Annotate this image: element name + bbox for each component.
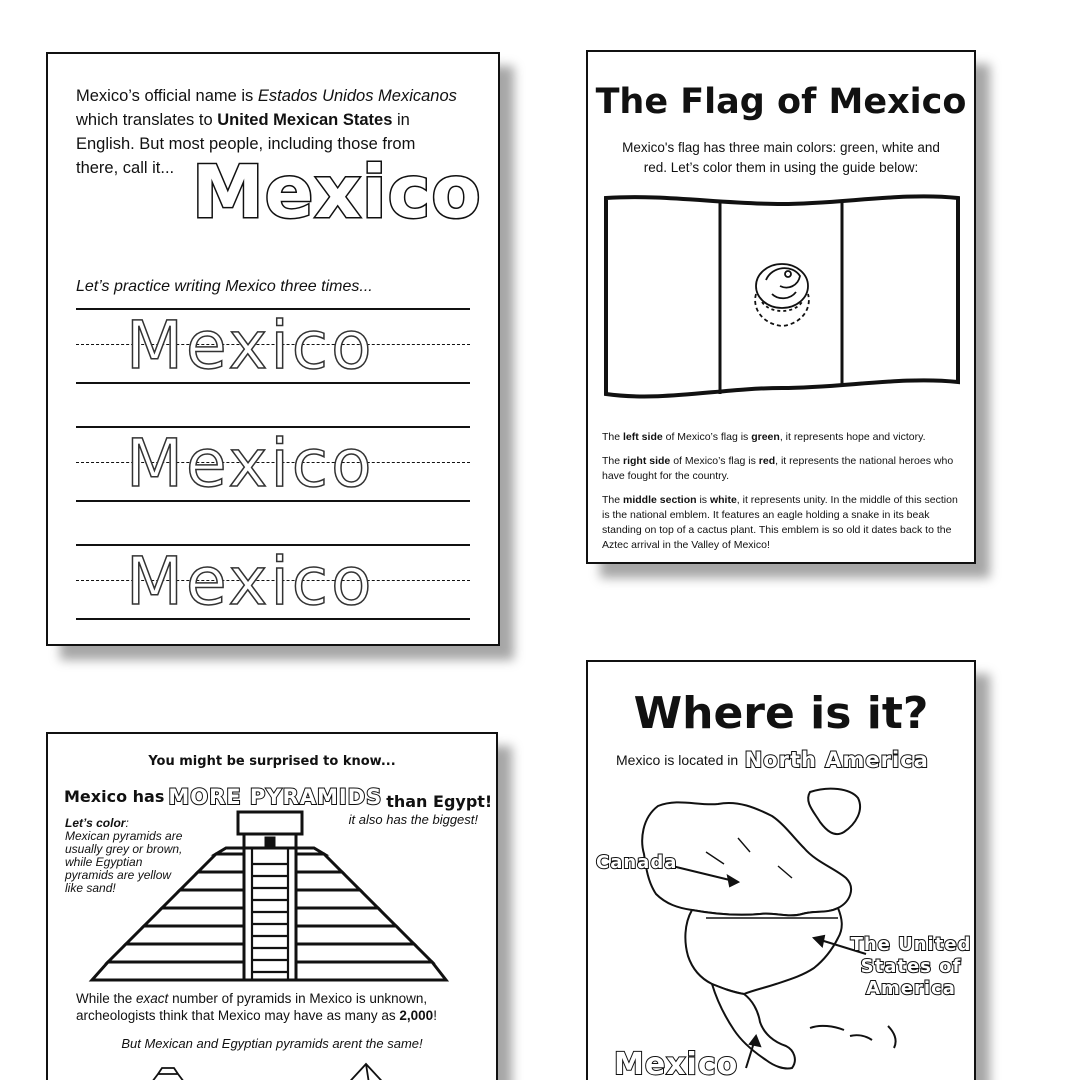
label-canada: Canada (596, 852, 678, 873)
worksheet-official-name (46, 52, 500, 646)
trace-word-3: Mexico (126, 543, 375, 620)
mini-egyptian-pyramid-icon (340, 1062, 392, 1080)
page-title: The Flag of Mexico (595, 82, 967, 122)
page-title-location: Where is it? (633, 688, 929, 739)
greenland-shape (808, 789, 860, 834)
pyramids-headline: Mexico has MORE PYRAMIDS than Egypt! (64, 784, 493, 811)
intro-text-5: there, call it... (76, 159, 175, 177)
practice-instruction: Let’s practice writing Mexico three times... (76, 278, 373, 295)
worksheet-location (586, 660, 976, 1080)
caribbean-islands (810, 1026, 896, 1048)
intro-text-2: which translates to (76, 111, 218, 129)
right-side-description: The right side of Mexico’s flag is red, it represents the national heroes who have fought for the country. (602, 455, 954, 482)
middle-section-description: The middle section is white, it represents unity. In the middle of this section is the national emblem. It features an eagle holding a snake in its beak standing on top of a cactus plant. This emblem is so old it dates back to the Aztec arrival in the Valley of Mexico! (602, 494, 958, 551)
trace-word-1: Mexico (126, 307, 375, 384)
flag-outline-illustration[interactable] (602, 190, 964, 418)
handwriting-line-2[interactable] (76, 426, 470, 504)
label-usa: The United States of America (850, 934, 972, 999)
mini-mexican-pyramid-icon (144, 1062, 192, 1080)
trace-word-2: Mexico (126, 425, 375, 502)
worksheet-pyramids (46, 732, 498, 1080)
flag-intro: Mexico's flag has three main colors: green, white and red. Let’s color them in using the guide below: (622, 140, 940, 175)
continent-outline-text: North America (744, 748, 929, 772)
biggest-note: it also has the biggest! (348, 812, 478, 827)
color-instructions: Let’s color: Mexican pyramids are usually grey or brown, while Egyptian pyramids are yellow like sand! (65, 816, 183, 895)
label-mexico: Mexico (614, 1047, 739, 1080)
mexican-pyramid-illustration[interactable] (88, 808, 450, 984)
difference-note: But Mexican and Egyptian pyramids arent the same! (121, 1036, 423, 1051)
usa-shape (685, 908, 841, 994)
more-pyramids-outline-text: MORE PYRAMIDS (168, 784, 383, 809)
intro-text-1: Mexico’s official name is (76, 87, 258, 105)
mexico-big-word: Mexico (192, 150, 482, 234)
intro-text-4: English. But most people, including those from (76, 135, 416, 153)
translated-name: United Mexican States (217, 111, 393, 129)
pyramid-count-paragraph: While the exact number of pyramids in Mexico is unknown, archeologists think that Mexico may have as many as 2,000! (76, 991, 437, 1023)
worksheet-flag (586, 50, 976, 564)
location-line: Mexico is located in North America (616, 748, 929, 772)
official-name: Estados Unidos Mexicanos (257, 87, 457, 105)
intro-text-3: in (392, 111, 410, 129)
left-side-description: The left side of Mexico’s flag is green, it represents hope and victory. (602, 431, 926, 443)
handwriting-line-1[interactable] (76, 308, 470, 386)
handwriting-line-3[interactable] (76, 544, 470, 622)
kicker-text: You might be surprised to know... (148, 754, 396, 769)
north-america-map[interactable] (588, 778, 976, 1080)
